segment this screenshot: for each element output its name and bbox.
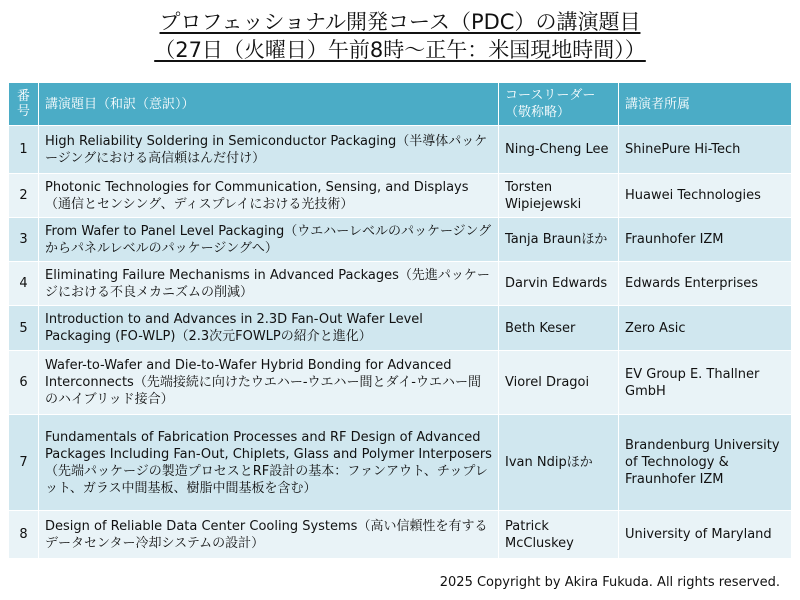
row-leader: Viorel Dragoi — [499, 351, 619, 415]
row-affiliation: University of Maryland — [619, 511, 792, 559]
row-number: 8 — [9, 511, 39, 559]
slide-title — [0, 8, 800, 64]
row-title: Introduction to and Advances in 2.3D Fan-Out Wafer Level Packaging (FO-WLP)（2.3次元FOWLPの紹介と進化） — [39, 306, 499, 351]
row-number: 2 — [9, 174, 39, 218]
table-row — [9, 306, 792, 351]
row-affiliation: Zero Asic — [619, 306, 792, 351]
row-affiliation: Huawei Technologies — [619, 174, 792, 218]
row-affiliation: Fraunhofer IZM — [619, 218, 792, 262]
row-title: Photonic Technologies for Communication, Sensing, and Displays（通信とセンシング、ディスプレイにおける光技術） — [39, 174, 499, 218]
row-leader: Darvin Edwards — [499, 262, 619, 306]
row-number: 3 — [9, 218, 39, 262]
row-title: Wafer-to-Wafer and Die-to-Wafer Hybrid Bonding for Advanced Interconnects（先端接続に向けたウエハー-ウエハー間とダイ-ウエハー間のハイブリッド接合） — [39, 351, 499, 415]
row-leader: Tanja Braunほか — [499, 218, 619, 262]
table-row — [9, 174, 792, 218]
row-leader: Ivan Ndipほか — [499, 415, 619, 511]
row-number: 7 — [9, 415, 39, 511]
table-row — [9, 126, 792, 174]
copyright-notice: 2025 Copyright by Akira Fukuda. All rights reserved. — [439, 575, 780, 590]
title-line-2: （27日（火曜日）午前8時～正午：米国現地時間）） — [154, 38, 646, 62]
table-row — [9, 415, 792, 511]
row-leader: Patrick McCluskey — [499, 511, 619, 559]
row-leader: Torsten Wipiejewski — [499, 174, 619, 218]
header-affiliation: 講演者所属 — [619, 83, 792, 126]
row-leader: Beth Keser — [499, 306, 619, 351]
header-title: 講演題目（和訳（意訳）） — [39, 83, 499, 126]
table-row — [9, 218, 792, 262]
table-header-row — [9, 83, 792, 126]
row-title: Design of Reliable Data Center Cooling Systems（高い信頼性を有するデータセンター冷却システムの設計） — [39, 511, 499, 559]
row-leader: Ning-Cheng Lee — [499, 126, 619, 174]
row-number: 1 — [9, 126, 39, 174]
row-number: 5 — [9, 306, 39, 351]
row-title: High Reliability Soldering in Semiconductor Packaging（半導体パッケージングにおける高信頼はんだ付け） — [39, 126, 499, 174]
title-line-1: プロフェッショナル開発コース（PDC）の講演題目 — [159, 10, 641, 34]
table-row — [9, 351, 792, 415]
row-title: From Wafer to Panel Level Packaging（ウエハーレベルのパッケージングからパネルレベルのパッケージングへ） — [39, 218, 499, 262]
course-table — [8, 82, 792, 559]
row-title: Fundamentals of Fabrication Processes and RF Design of Advanced Packages Including Fan-Out, Chiplets, Glass and Polymer Interposers（先端パッケージの製造プロセスとRF設計の基本：ファンアウト、チップレット、ガラス中間基板、樹脂中間基板を含む） — [39, 415, 499, 511]
row-title: Eliminating Failure Mechanisms in Advanced Packages（先進パッケージにおける不良メカニズムの削減） — [39, 262, 499, 306]
header-leader: コースリーダー（敬称略） — [499, 83, 619, 126]
table-row — [9, 511, 792, 559]
row-affiliation: EV Group E. Thallner GmbH — [619, 351, 792, 415]
row-affiliation: Edwards Enterprises — [619, 262, 792, 306]
row-affiliation: ShinePure Hi-Tech — [619, 126, 792, 174]
header-number: 番号 — [9, 83, 39, 126]
row-affiliation: Brandenburg University of Technology & Fraunhofer IZM — [619, 415, 792, 511]
row-number: 4 — [9, 262, 39, 306]
table-row — [9, 262, 792, 306]
row-number: 6 — [9, 351, 39, 415]
